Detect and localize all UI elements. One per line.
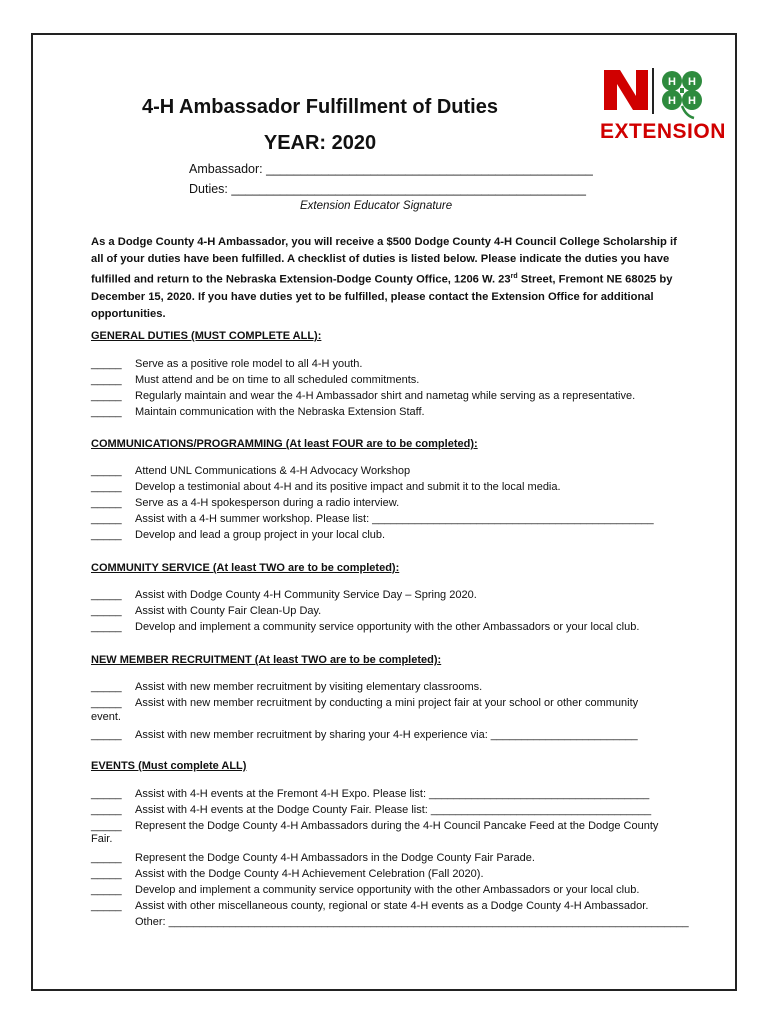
checklist-item-events-6 [91,882,691,898]
checklist-item-communications-2 [91,479,691,495]
checklist-item-text: Develop and implement a community service opportunity with the other Ambassadors or your local club. [135,621,640,633]
checklist-item-text: Must attend and be on time to all scheduled commitments. [135,374,420,386]
checkbox-blank[interactable]: _____ [91,868,122,880]
logo-extension-text: EXTENSION [600,120,726,143]
checkbox-blank[interactable]: _____ [91,529,122,541]
nebraska-extension-logo [600,66,726,146]
checklist-item-text: Represent the Dodge County 4-H Ambassadors during the 4-H Council Pancake Feed at the Dodge County [135,820,659,832]
checkbox-blank[interactable]: _____ [91,729,122,741]
checklist-item-text: Assist with 4-H events at the Fremont 4-H Expo. Please list: ____________________________________ [135,788,650,800]
checklist-item-communications-1 [91,463,691,479]
section-heading-general: GENERAL DUTIES (MUST COMPLETE ALL): [91,330,322,342]
logo-graphic [600,66,710,122]
checklist-item-recruitment-1 [91,679,691,695]
svg-text:H: H [688,76,696,88]
checkbox-blank[interactable]: _____ [91,358,122,370]
intro-paragraph: As a Dodge County 4-H Ambassador, you will receive a $500 Dodge County 4-H Council College Scholarship if all of your duties have been fulfilled. A checklist of duties is listed below. Please indicate the duties you have fulfilled and return to the Nebraska Extension-Dodge County Office, 1206 W. 23rd Street, Fremont NE 68025 by December 15, 2020. If you have duties yet to be fulfilled, please contact the Extension Office for additional opportunities. [91,236,677,320]
checklist-item-community-1 [91,587,691,603]
section-heading-recruitment: NEW MEMBER RECRUITMENT (At least TWO are to be completed): [91,654,442,666]
checklist-item-text: Assist with new member recruitment by conducting a mini project fair at your school or other community [135,697,639,709]
checklist-item-community-2 [91,603,691,619]
checkbox-blank[interactable]: _____ [91,390,122,402]
checklist-item-text: Regularly maintain and wear the 4-H Ambassador shirt and nametag while serving as a representative. [135,390,636,402]
checklist-item-general-3 [91,388,691,404]
events-wrap-text: Fair. [91,833,113,845]
checklist-item-text: Other: _____________________________________________________________________________________ [135,916,689,928]
svg-text:H: H [688,95,696,107]
checklist-item-events-2 [91,802,691,818]
checklist-item-events-4 [91,850,691,866]
checklist-item-text: Assist with County Fair Clean-Up Day. [135,605,322,617]
checklist-item-text: Develop and lead a group project in your local club. [135,529,386,541]
checkbox-blank[interactable]: _____ [91,804,122,816]
four-h-clover-icon [662,71,702,118]
page-year: YEAR: 2020 [263,132,377,154]
checkbox-blank[interactable]: _____ [91,465,122,477]
checkbox-blank[interactable]: _____ [91,374,122,386]
ambassador-field[interactable]: Ambassador: _______________________________________________ [189,162,593,176]
checklist-item-general-4 [91,404,691,420]
checkbox-blank[interactable]: _____ [91,481,122,493]
checklist-item-text: Assist with other miscellaneous county, regional or state 4-H events as a Dodge County 4-H Ambassador. [135,900,649,912]
recruitment-wrap-text: event. [91,711,121,723]
checklist-item-recruitment-3 [91,727,691,743]
checklist-item-text: Represent the Dodge County 4-H Ambassadors in the Dodge County Fair Parade. [135,852,535,864]
nebraska-n-icon [604,70,648,110]
checklist-item-recruitment-2 [91,695,691,711]
checkbox-blank[interactable]: _____ [91,820,122,832]
checkbox-blank[interactable]: _____ [91,788,122,800]
signature-caption: Extension Educator Signature [300,200,453,212]
checklist-item-text: Assist with 4-H events at the Dodge County Fair. Please list: ____________________________________ [135,804,652,816]
checkbox-blank[interactable]: _____ [91,884,122,896]
checkbox-blank[interactable]: _____ [91,681,122,693]
checklist-item-communications-5 [91,527,691,543]
checklist-item-events-3 [91,818,691,834]
checklist-item-general-2 [91,372,691,388]
duties-field[interactable]: Duties: ___________________________________________________ [189,182,586,196]
section-heading-communications: COMMUNICATIONS/PROGRAMMING (At least FOUR are to be completed): [91,438,478,450]
checklist-item-text: Assist with the Dodge County 4-H Achievement Celebration (Fall 2020). [135,868,484,880]
section-heading-community: COMMUNITY SERVICE (At least TWO are to be completed): [91,562,400,574]
checklist-item-text: Develop and implement a community service opportunity with the other Ambassadors or your local club. [135,884,640,896]
checkbox-blank[interactable]: _____ [91,605,122,617]
section-heading-events: EVENTS (Must complete ALL) [91,760,247,772]
checkbox-blank[interactable]: _____ [91,497,122,509]
checklist-item-text: Assist with new member recruitment by visiting elementary classrooms. [135,681,483,693]
svg-text:H: H [668,76,676,88]
checklist-item-text: Maintain communication with the Nebraska Extension Staff. [135,406,425,418]
checklist-item-events-5 [91,866,691,882]
checklist-item-communications-4 [91,511,691,527]
checkbox-blank[interactable]: _____ [91,852,122,864]
checkbox-blank[interactable]: _____ [91,406,122,418]
checklist-item-text: Serve as a positive role model to all 4-H youth. [135,358,363,370]
page-title: 4-H Ambassador Fulfillment of Duties [142,96,498,118]
checklist-item-text: Serve as a 4-H spokesperson during a radio interview. [135,497,400,509]
checkbox-blank[interactable]: _____ [91,621,122,633]
svg-text:H: H [668,95,676,107]
checkbox-blank[interactable]: _____ [91,513,122,525]
checklist-item-events-7 [91,898,691,914]
checklist-item-text: Develop a testimonial about 4-H and its positive impact and submit it to the local media. [135,481,561,493]
checklist-item-text: Assist with new member recruitment by sharing your 4-H experience via: ________________________ [135,729,638,741]
checklist-item-events-1 [91,786,691,802]
checklist-item-text: Assist with a 4-H summer workshop. Please list: ______________________________________________ [135,513,654,525]
checklist-item-community-3 [91,619,691,635]
checklist-item-general-1 [91,356,691,372]
checklist-item-communications-3 [91,495,691,511]
checklist-item-text: Assist with Dodge County 4-H Community Service Day – Spring 2020. [135,589,477,601]
checkbox-blank[interactable]: _____ [91,697,122,709]
checkbox-blank[interactable]: _____ [91,589,122,601]
checklist-item-text: Attend UNL Communications & 4-H Advocacy Workshop [135,465,411,477]
checkbox-blank[interactable]: _____ [91,900,122,912]
